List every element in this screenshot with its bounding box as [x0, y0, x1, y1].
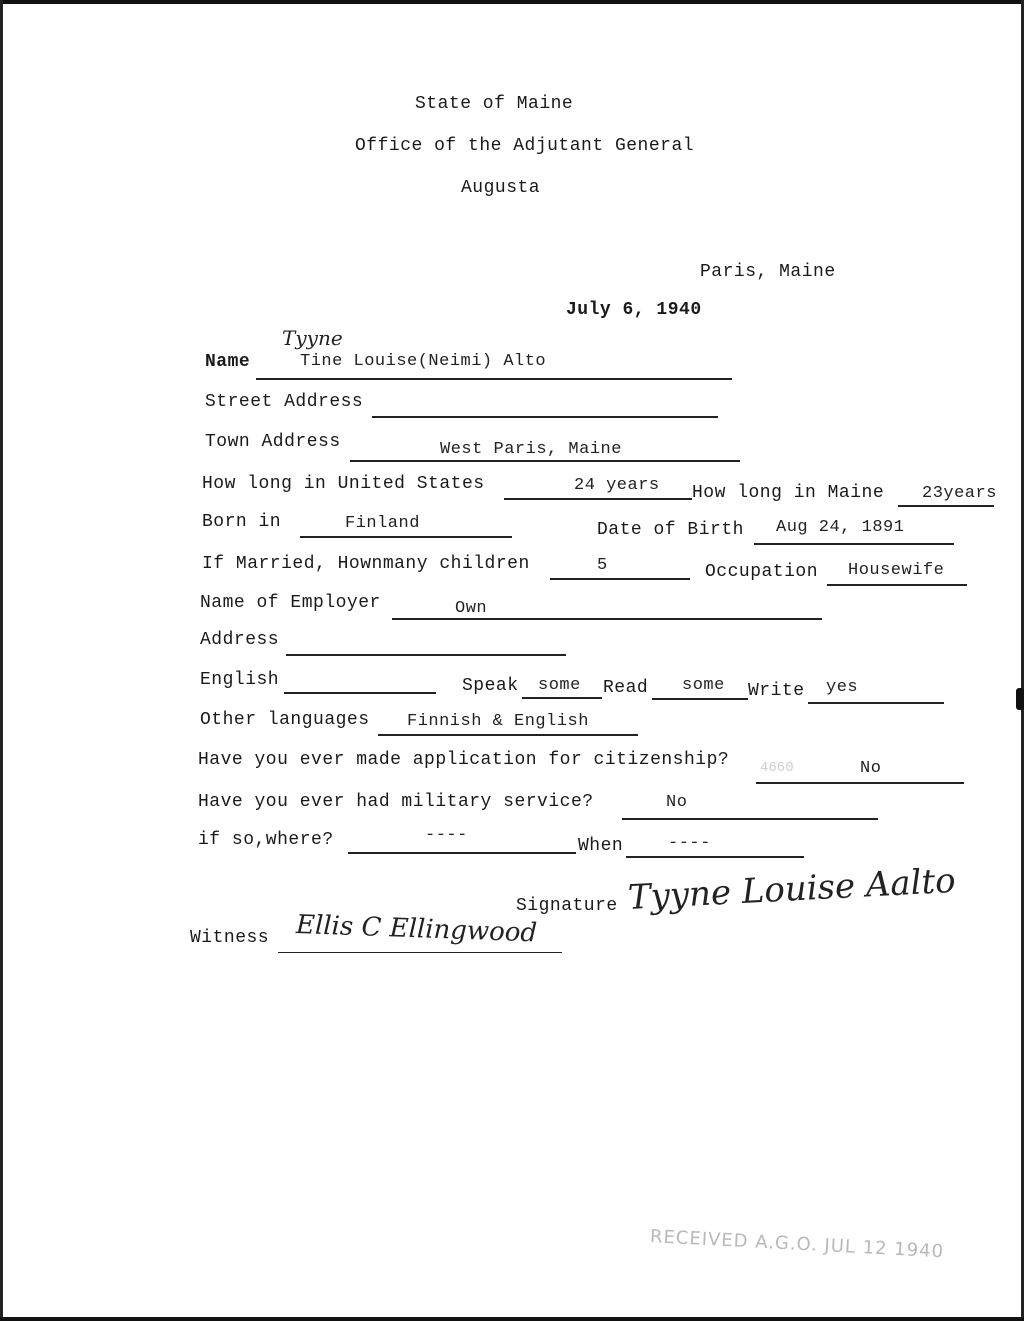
label-when: When [578, 836, 624, 856]
how-long-us-line [504, 498, 692, 500]
value-where: ---- [425, 826, 468, 845]
where-line [348, 852, 576, 854]
value-write: yes [826, 678, 859, 697]
label-witness: Witness [190, 928, 270, 948]
place: Paris, Maine [700, 262, 836, 282]
name-correction: Tyyne [282, 326, 343, 350]
header-city: Augusta [461, 178, 541, 198]
label-employer: Name of Employer [200, 593, 381, 613]
received-stamp: RECEIVED A.G.O. JUL 12 1940 [649, 1226, 945, 1263]
label-english: English [200, 670, 280, 690]
label-speak: Speak [462, 676, 519, 696]
scan-edge-mark [1016, 688, 1024, 710]
date: July 6, 1940 [566, 300, 702, 320]
header-office: Office of the Adjutant General [355, 136, 695, 156]
value-date-of-birth: Aug 24, 1891 [776, 518, 905, 537]
value-how-long-maine: 23years [922, 484, 997, 503]
scan-border-top [0, 0, 1024, 4]
header-state: State of Maine [415, 94, 574, 114]
value-speak: some [538, 676, 581, 695]
label-date-of-birth: Date of Birth [597, 520, 744, 540]
how-long-maine-line [898, 505, 994, 507]
label-born-in: Born in [202, 512, 282, 532]
value-town: West Paris, Maine [440, 440, 622, 459]
witness-handwritten: Ellis C Ellingwood [295, 910, 538, 949]
value-read: some [682, 676, 725, 695]
street-line [372, 416, 718, 418]
label-address: Address [200, 630, 280, 650]
value-how-long-us: 24 years [574, 476, 660, 495]
label-occupation: Occupation [705, 562, 819, 582]
scan-border-bottom [0, 1317, 1024, 1321]
value-children: 5 [597, 556, 608, 575]
military-line [622, 818, 878, 820]
value-citizenship: No [860, 759, 882, 778]
value-military: No [666, 793, 688, 812]
label-town: Town Address [205, 432, 341, 452]
label-name: Name [205, 352, 251, 372]
date-of-birth-line [754, 543, 954, 545]
name-line [256, 378, 732, 380]
value-other-languages: Finnish & English [407, 712, 589, 731]
other-languages-line [378, 734, 638, 736]
label-signature: Signature [516, 896, 618, 916]
children-line [550, 578, 690, 580]
value-occupation: Housewife [848, 561, 945, 580]
value-name: Tine Louise(Neimi) Alto [300, 352, 547, 371]
occupation-line [827, 584, 967, 586]
faint-mark: 4660 [760, 760, 794, 776]
label-if-so-where: if so,where? [198, 830, 334, 850]
value-born-in: Finland [345, 514, 420, 533]
label-read: Read [603, 678, 649, 698]
value-employer: Own [455, 599, 488, 618]
label-married: If Married, Hownmany children [202, 554, 530, 574]
read-line [652, 698, 748, 700]
english-line [284, 692, 436, 694]
label-other-languages: Other languages [200, 710, 370, 730]
employer-line [392, 618, 822, 620]
value-when: ---- [668, 834, 711, 853]
label-military: Have you ever had military service? [198, 792, 594, 812]
label-how-long-us: How long in United States [202, 474, 485, 494]
label-write: Write [748, 681, 805, 701]
label-citizenship: Have you ever made application for citizenship? [198, 750, 730, 770]
speak-line [522, 697, 602, 699]
town-line [350, 460, 740, 462]
label-street: Street Address [205, 392, 364, 412]
born-in-line [300, 536, 512, 538]
label-how-long-maine: How long in Maine [692, 483, 885, 503]
write-line [808, 702, 944, 704]
witness-line [278, 952, 562, 953]
citizenship-line [756, 782, 964, 784]
when-line [626, 856, 804, 858]
scan-border-left [0, 0, 3, 1321]
signature-handwritten: Tyyne Louise Aalto [626, 860, 957, 918]
address-line [286, 654, 566, 656]
